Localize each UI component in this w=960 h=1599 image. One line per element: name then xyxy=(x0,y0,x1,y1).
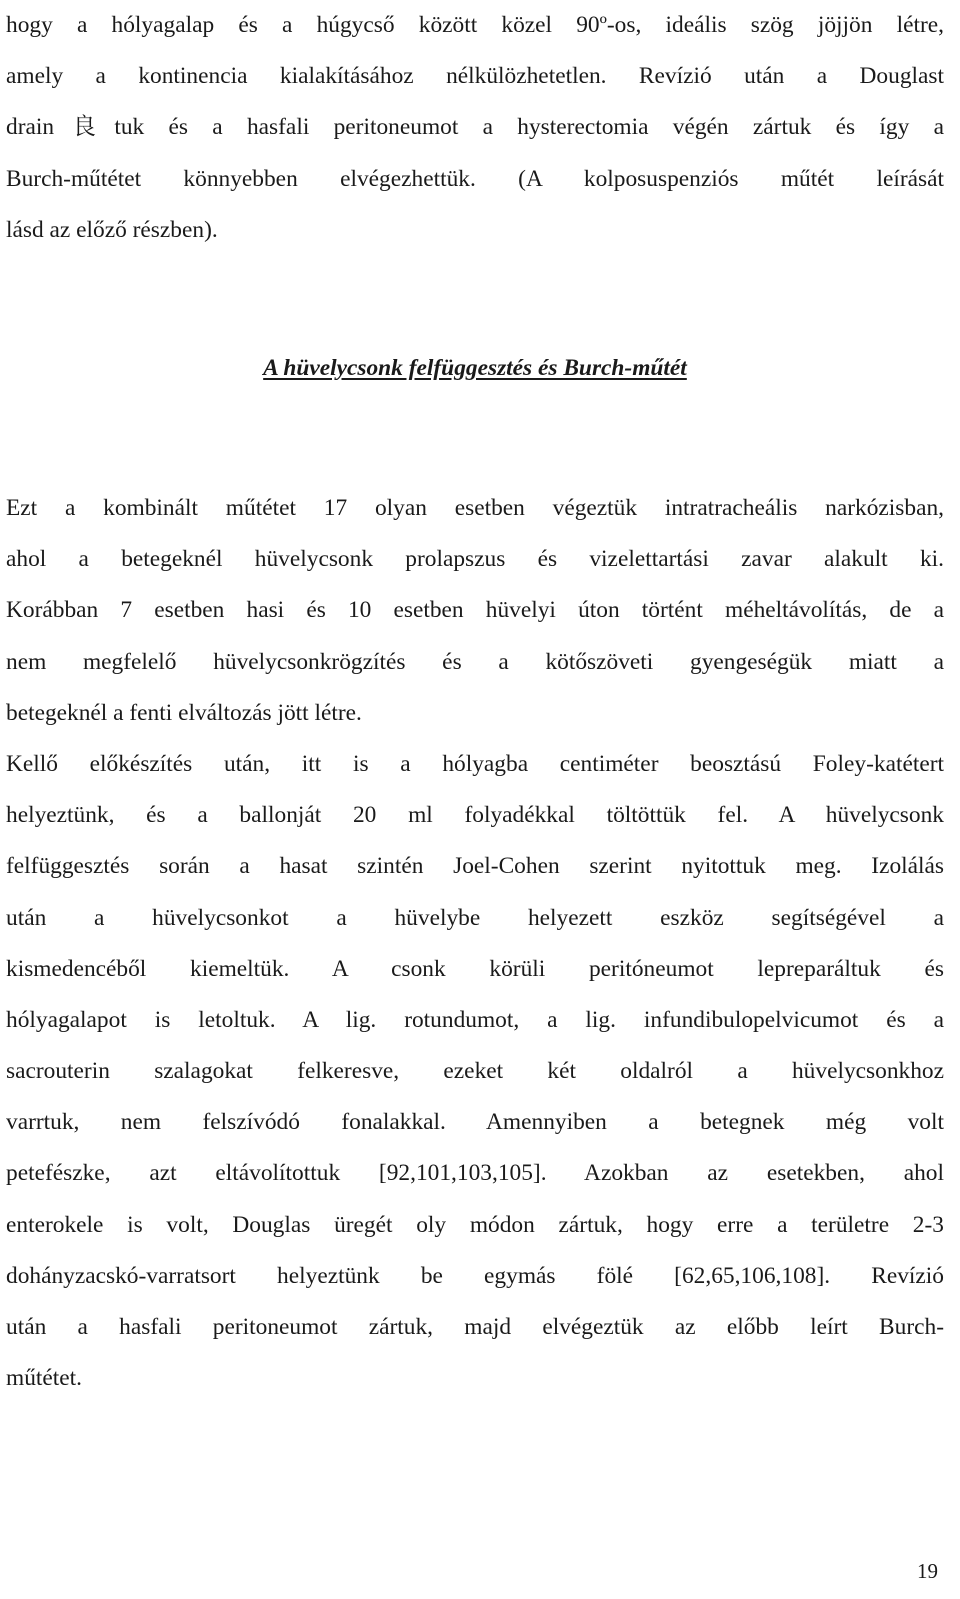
text-line: Burch-műtétet könnyebben elvégezhettük. (A kolposuspenziós műtét leírását xyxy=(6,165,944,192)
text-line: varrtuk, nem felszívódó fonalakkal. Amennyiben a betegnek még volt xyxy=(6,1109,944,1136)
text-line: kismedencéből kiemeltük. A csonk körüli peritóneumot lepreparáltuk és xyxy=(6,955,944,982)
text-line: Korábban 7 esetben hasi és 10 esetben hüvelyi úton történt méheltávolítás, de a xyxy=(6,597,944,624)
text-line: betegeknél a fenti elváltozás jött létre. xyxy=(6,699,362,726)
text-line: lásd az előző részben). xyxy=(6,216,218,243)
text-line: sacrouterin szalagokat felkeresve, ezeket két oldalról a hüvelycsonkhoz xyxy=(6,1058,944,1085)
text-line: amely a kontinencia kialakításához nélkülözhetetlen. Revízió után a Douglast xyxy=(6,63,944,90)
text-line: drain良tuk és a hasfali peritoneumot a hysterectomia végén zártuk és így a xyxy=(6,114,944,141)
text-line: petefészke, azt eltávolítottuk [92,101,103,105]. Azokban az esetekben, ahol xyxy=(6,1160,944,1187)
text-line: enterokele is volt, Douglas üregét oly módon zártuk, hogy erre a területre 2-3 xyxy=(6,1211,944,1238)
text-line: helyeztünk, és a ballonját 20 ml folyadékkal töltöttük fel. A hüvelycsonk xyxy=(6,802,944,829)
intro-paragraph xyxy=(6,0,944,256)
section-heading: A hüvelycsonk felfüggesztés és Burch-műtét xyxy=(263,355,687,381)
text-line: Ezt a kombinált műtétet 17 olyan esetben végeztük intratracheális narkózisban, xyxy=(6,495,944,521)
text-line: nem megfelelő hüvelycsonkrögzítés és a kötőszöveti gyengeségük miatt a xyxy=(6,648,944,675)
text-line: után a hasfali peritoneumot zártuk, majd elvégeztük az előbb leírt Burch- xyxy=(6,1314,944,1340)
text-line: ahol a betegeknél hüvelycsonk prolapszus és vizelettartási zavar alakult ki. xyxy=(6,546,944,573)
text-line: hogy a hólyagalap és a húgycső között közel 90º-os, ideális szög jöjjön létre, xyxy=(6,12,944,38)
text-line: műtétet. xyxy=(6,1365,82,1392)
text-line: felfüggesztés során a hasat szintén Joel-Cohen szerint nyitottuk meg. Izolálás xyxy=(6,853,944,880)
text-line: dohányzacskó-varratsort helyeztünk be egymás fölé [62,65,106,108]. Revízió xyxy=(6,1262,944,1289)
body-paragraph xyxy=(6,483,944,1404)
text-line: hólyagalapot is letoltuk. A lig. rotundumot, a lig. infundibulopelvicumot és a xyxy=(6,1006,944,1033)
text-line: Kellő előkészítés után, itt is a hólyagba centiméter beosztású Foley-katétert xyxy=(6,750,944,777)
text-line: után a hüvelycsonkot a hüvelybe helyezett eszköz segítségével a xyxy=(6,904,944,931)
page-number: 19 xyxy=(917,1559,938,1583)
